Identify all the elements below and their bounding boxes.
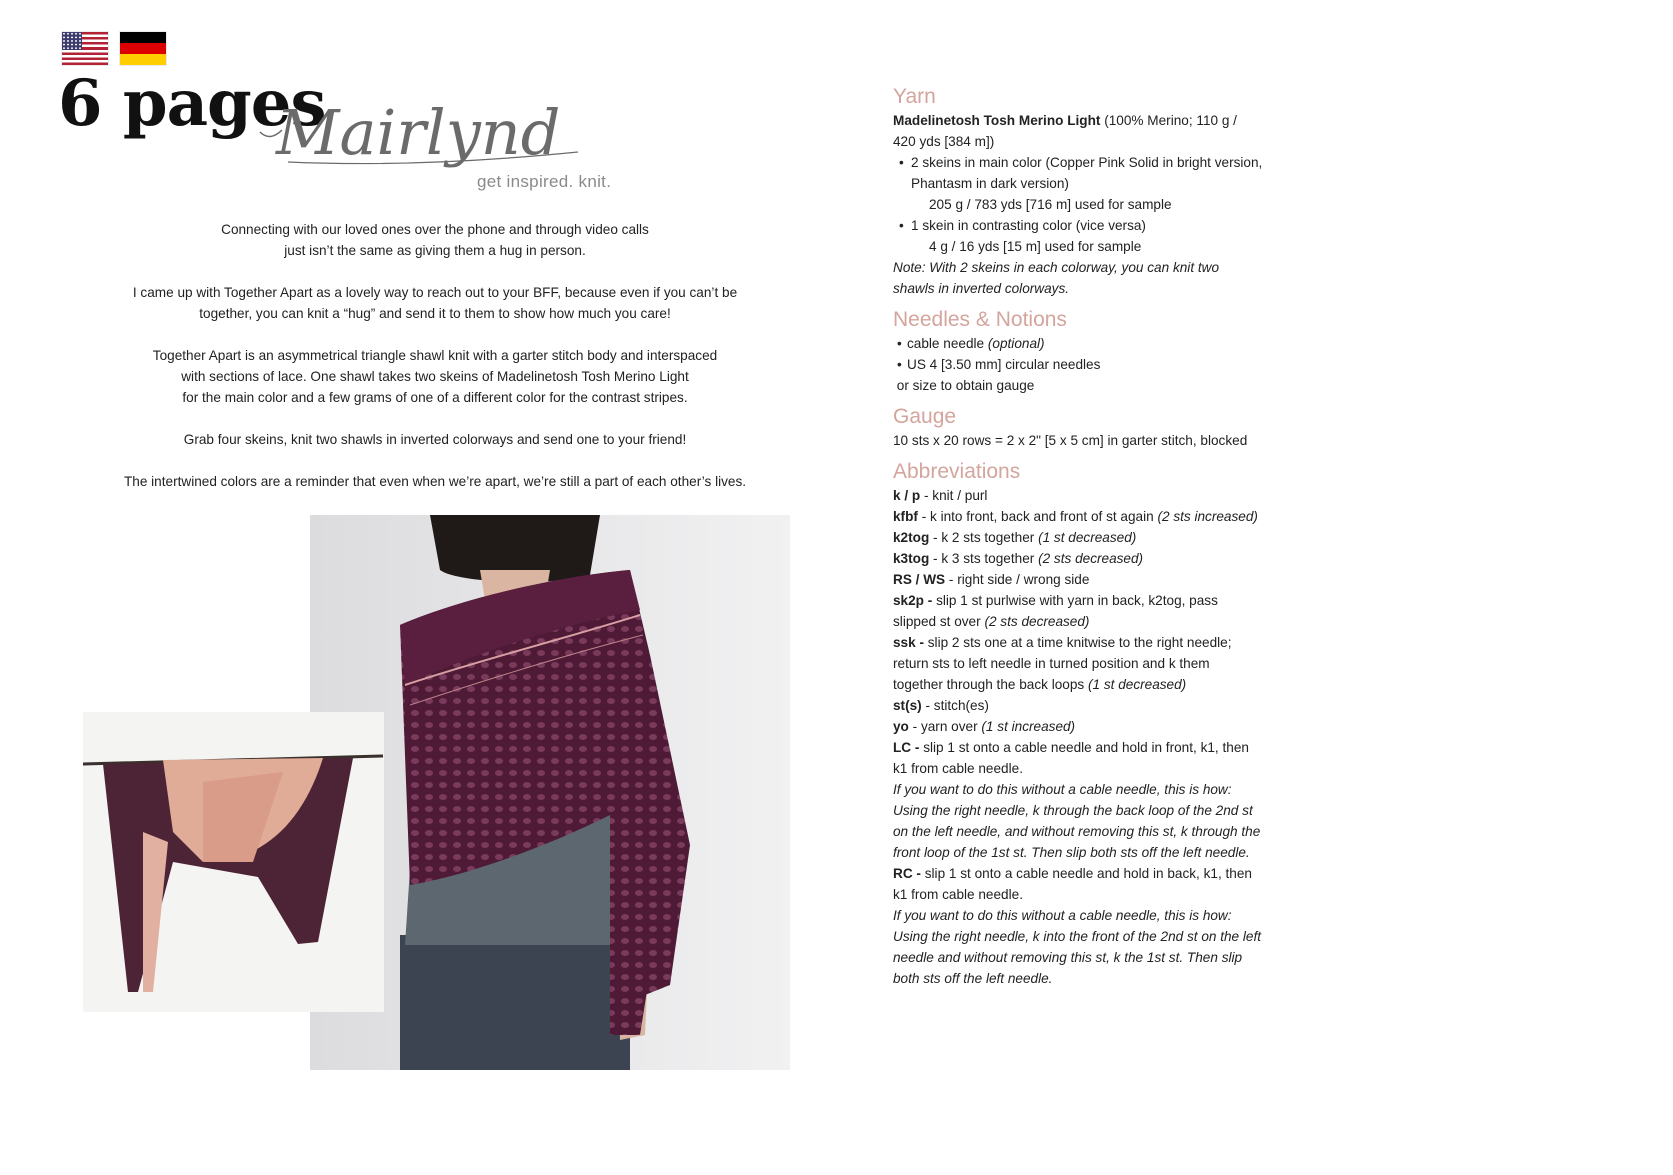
intro-paragraph: Grab four skeins, knit two shawls in inverted colorways and send one to your friend! — [183, 432, 687, 447]
abbr-item — [893, 485, 1263, 506]
intro-paragraph: I came up with Together Apart as a lovely way to reach out to your BFF, because even if you can’t be together, you can knit a “hug” and send it to them to show how much you care! — [132, 285, 738, 321]
abbr-note: (2 sts decreased) — [1038, 551, 1144, 566]
lc-help-text: If you want to do this without a cable needle, this is how: Using the right needle, k through the back loop of the 2nd st on the left needle, and without removing this st, k through the front loop of the 1st st. Then slip both sts off the left needle. — [893, 782, 1261, 860]
abbr-term: st(s) — [893, 698, 922, 713]
abbr-term: k3tog — [893, 551, 930, 566]
abbr-def: - k 2 sts together — [929, 530, 1039, 545]
abbr-item — [893, 548, 1263, 569]
abbr-term: ssk - — [893, 635, 924, 650]
needles-section — [893, 307, 1263, 396]
gauge-text: 10 sts x 20 rows = 2 x 2" [5 x 5 cm] in garter stitch, blocked — [893, 433, 1248, 448]
abbr-item — [893, 632, 1263, 695]
rc-help-text: If you want to do this without a cable needle, this is how: Using the right needle, k into the front of the 2nd st on the left needle and without removing this st, k the 1st st. Then slip both sts off the left needle. — [893, 908, 1262, 986]
abbr-term: RC - — [893, 866, 921, 881]
abbr-def: - k 3 sts together — [929, 551, 1039, 566]
needles-heading: Needles & Notions — [893, 308, 1067, 331]
abbr-note: (1 st decreased) — [1087, 677, 1187, 692]
gauge-heading: Gauge — [893, 405, 957, 428]
shawl-hanging-photo — [83, 712, 384, 1012]
abbr-item — [893, 506, 1263, 527]
gauge-section — [893, 404, 1263, 451]
intro-paragraph: Connecting with our loved ones over the phone and through video calls just isn’t the same as giving them a hug in person. — [221, 222, 649, 258]
yarn-bullet-contrast: • 1 skein in contrasting color (vice versa) — [893, 215, 1263, 236]
abbr-term: RS / WS — [893, 572, 946, 587]
abbr-item — [893, 527, 1263, 548]
abbr-term: yo — [893, 719, 909, 734]
abbr-note: (1 st increased) — [981, 719, 1076, 734]
pages-title: 6 pages — [58, 66, 326, 141]
yarn-description — [893, 110, 1263, 152]
abbr-item — [893, 863, 1263, 905]
abbr-item — [893, 590, 1263, 632]
needles-tail: or size to obtain gauge — [893, 378, 1035, 393]
abbr-def: slip 2 sts one at a time knitwise to the right needle; return sts to left needle in turned position and k them together through the back loops — [893, 635, 1232, 692]
pattern-details — [893, 84, 1263, 997]
us-flag-icon[interactable] — [62, 32, 108, 65]
notion-optional: (optional) — [987, 336, 1045, 351]
yarn-bullet-main: • 2 skeins in main color (Copper Pink Solid in bright version, Phantasm in dark version) — [893, 152, 1263, 194]
logo-tagline: get inspired. knit. — [477, 172, 612, 191]
abbr-term: LC - — [893, 740, 920, 755]
abbr-item — [893, 569, 1263, 590]
yarn-note: Note: With 2 skeins in each colorway, you can knit two shawls in inverted colorways. — [893, 260, 1220, 296]
notion-text: cable needle — [907, 336, 988, 351]
notion-item: • US 4 [3.50 mm] circular needles — [893, 354, 1263, 375]
abbr-def: - knit / purl — [920, 488, 988, 503]
abbr-def: - yarn over — [908, 719, 982, 734]
mairlynd-logo — [258, 92, 618, 202]
abbr-def: slip 1 st onto a cable needle and hold in back, k1, then k1 from cable needle. — [893, 866, 1252, 902]
abbr-def: - stitch(es) — [921, 698, 989, 713]
abbr-item — [893, 695, 1263, 716]
logo-wordmark: Mairlynd — [276, 96, 561, 169]
intro-paragraph: The intertwined colors are a reminder that even when we’re apart, we’re still a part of each other’s lives. — [123, 474, 747, 489]
yarn-spec: (100% Merino; 110 g / 420 yds [384 m]) — [893, 113, 1237, 149]
abbr-item — [893, 737, 1263, 779]
abbr-term: k / p — [893, 488, 921, 503]
abbr-note: (2 sts increased) — [1157, 509, 1258, 524]
notion-item — [893, 333, 1263, 354]
abbr-def: slip 1 st onto a cable needle and hold in front, k1, then k1 from cable needle. — [893, 740, 1249, 776]
abbreviations-heading: Abbreviations — [893, 460, 1021, 483]
yarn-used-main: 205 g / 783 yds [716 m] used for sample — [929, 197, 1172, 212]
abbr-def: - right side / wrong side — [945, 572, 1090, 587]
abbr-note: (1 st decreased) — [1038, 530, 1137, 545]
abbr-def: slip 1 st purlwise with yarn in back, k2tog, pass slipped st over — [893, 593, 1218, 629]
yarn-name: Madelinetosh Tosh Merino Light — [893, 113, 1101, 128]
intro-text — [110, 219, 760, 513]
language-flags — [62, 32, 166, 65]
yarn-section — [893, 84, 1263, 299]
intro-paragraph: Together Apart is an asymmetrical triangle shawl knit with a garter stitch body and interspaced with sections of lace. One shawl takes two skeins of Madelinetosh Tosh Merino Light for the main color and a few grams of one of a different color for the contrast stripes. — [152, 348, 718, 405]
abbr-term: sk2p - — [893, 593, 933, 608]
yarn-used-contrast: 4 g / 16 yds [15 m] used for sample — [929, 239, 1142, 254]
abbr-term: kfbf — [893, 509, 918, 524]
abbr-term: k2tog — [893, 530, 930, 545]
abbr-item — [893, 716, 1263, 737]
abbr-def: - k into front, back and front of st again — [917, 509, 1158, 524]
abbr-note: (2 sts decreased) — [984, 614, 1090, 629]
abbreviations-section — [893, 459, 1263, 989]
de-flag-icon[interactable] — [120, 32, 166, 65]
yarn-heading: Yarn — [893, 85, 936, 108]
